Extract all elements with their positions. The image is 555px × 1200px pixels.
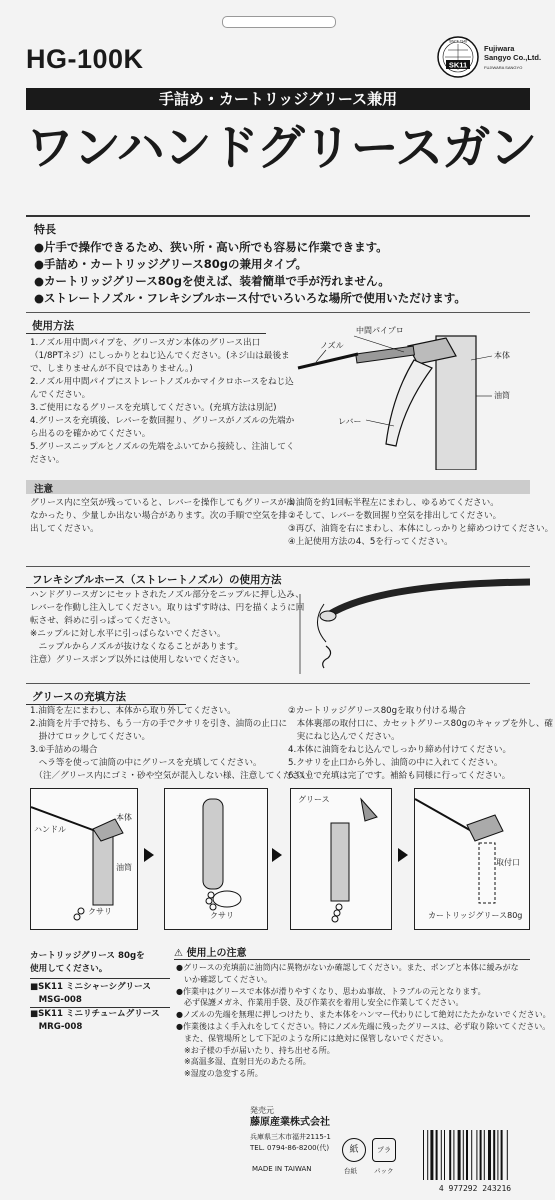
filling-steps-left: 1.油筒を左にまわし、本体から取り外してください。 2.油筒を片手で持ち、もう一方の手でクサリを引き、油筒の止口に 掛けてロックしてください。 3.①手詰めの場合 ヘラ等を使って油筒の中にグリースを充填してください。 （注／グリース内にゴミ・砂や空気が混入しない様、注意してください） <box>30 706 318 781</box>
warning-icon: ⚠ <box>174 948 183 959</box>
label-cartridge: カートリッジグリース80g <box>428 911 523 920</box>
features-list <box>34 239 530 307</box>
divider <box>26 566 530 567</box>
warnings-heading: ⚠ 使用上の注意 <box>174 944 530 960</box>
company-address: 兵庫県三木市福井2115-1 <box>250 1133 331 1141</box>
feature-item: ●ストレートノズル・フレキシブルホース付でいろいろな場所で使用いただけます。 <box>34 291 466 305</box>
flexible-text: ハンドグリースガンにセットされたノズル部分をニップルに押し込み、 レバーを作動し注入してください。取りはずす時は、円を描くように回 転させ、斜めに引っぱってください。 ※ニップルに対し水平に引っぱらないでください。 ニップルからノズルが抜けなくなることがあります。 注意）グリースポンプ以外には使用しないでください。 <box>30 590 305 665</box>
label-body: 本体 <box>494 351 510 360</box>
product-title: ワンハンドグリースガン <box>26 120 537 176</box>
arrow-icon <box>398 848 408 862</box>
label-grease: グリース <box>298 795 330 804</box>
divider <box>26 312 530 313</box>
label-body: 本体 <box>116 813 132 822</box>
label-chain: クサリ <box>88 907 112 916</box>
flexible-hose-illustration <box>290 574 530 674</box>
caution-heading: 注意 <box>26 480 530 494</box>
label-middle-pipe: 中間パイプロ <box>356 326 404 335</box>
usage-steps: 1.ノズル用中間パイプを、グリースガン本体のグリース出口 （1/8PTネジ）にしっかりとねじ込んでください。(ネジ山は最後ま で、しまりませんが不良ではありません。) 2.ノズル用中間パイプにストレートノズルかマイクロホースをねじ込 んでください。 3.ご使用になるグリースを充填してください。(充填方法は別記) 4.グリースを充填後、レバーを数回握り、グリースがノズルの先端か ら出るのを確かめてください。 5.グリースニップルとノズルの先端をふいてから接続し、注油してく ださい。 <box>30 338 295 465</box>
svg-text:SINCE 1948: SINCE 1948 <box>449 39 467 44</box>
label-cylinder: 油筒 <box>116 863 132 872</box>
label-cylinder: 油筒 <box>494 391 510 400</box>
plastic-label: パック <box>374 1167 394 1175</box>
label-mount: 取付口 <box>496 858 520 867</box>
paper-label: 台紙 <box>344 1167 357 1175</box>
model-number: HG-100K <box>26 44 144 74</box>
label-nozzle: ノズル <box>320 341 344 350</box>
plastic-recycle-icon: プラ <box>372 1138 396 1162</box>
filling-panel-2 <box>164 788 268 930</box>
arrow-icon <box>144 848 154 862</box>
caution-text: グリース内に空気が残っていると、レバーを操作してもグリースが出 なかったり、少量しか出ない場合があります。次の手順で空気を排 出してください。 <box>30 498 295 534</box>
filling-heading: グリースの充填方法 <box>26 689 186 705</box>
usage-heading: 使用方法 <box>26 318 266 334</box>
label-lever: レバー <box>338 417 362 426</box>
sk11-logo <box>437 36 479 78</box>
label-chain: クサリ <box>210 911 234 920</box>
cartridge-recommendation: カートリッジグリース 80gを 使用してください。 ■SK11 ミニシャーシグリース MSG-008 ■SK11 ミニリチュームグリース MRG-008 <box>30 950 170 1034</box>
feature-item: ●手詰め・カートリッジグリース80gの兼用タイプ。 <box>34 257 308 271</box>
warnings-list: ●グリースの充填前に油筒内に異物がないか確認してください。また、ポンプと本体に緩みがな いか確認してください。 ●作業中はグリースで本体が滑りやすくなり、思わぬ事故、トラブルの元となります。 必ず保護メガネ、作業用手袋、及び作業衣を着用し安全に作業してください。 ●ノズルの先端を無理に押しつけたり、また本体をハンマー代わりにして絶対にたたかないでください。 ●作業後はよく手入れをしてください。特にノズル先端に残ったグリースは、必ず取り除いてください。 また、保管場所として下記のような所には絶対に保管しないでください。 ※お子様の手が届いたり、持ち出せる所。 ※高温多湿、直射日光のあたる所。 ※湿度の急変する所。 <box>176 963 551 1079</box>
seller-label: 発売元 <box>250 1106 274 1115</box>
company-tel: TEL. 0794-86-8200(代) <box>250 1144 330 1152</box>
barcode <box>420 1130 530 1182</box>
arrow-icon <box>272 848 282 862</box>
paper-recycle-icon: 紙 <box>342 1138 366 1162</box>
feature-item: ●片手で操作できるため、狭い所・高い所でも容易に作業できます。 <box>34 240 388 254</box>
made-in: MADE IN TAIWAN <box>252 1165 312 1173</box>
feature-item: ●カートリッジグリース80gを使えば、装着簡単で手が汚れません。 <box>34 274 390 288</box>
label-handle: ハンドル <box>34 825 66 834</box>
product-banner: 手詰め・カートリッジグリース兼用 <box>26 88 530 110</box>
brand-name: Fujiwara Sangyo Co.,Ltd. FUJIWARA SANGYO <box>484 44 542 70</box>
barcode-number: 4 977292 243216 <box>438 1184 512 1193</box>
filling-panel-3 <box>290 788 392 930</box>
svg-text:SK11: SK11 <box>448 60 468 70</box>
filling-steps-right: ②カートリッジグリース80gを取り付ける場合 本体裏部の取付口に、カセットグリース80gのキャップを外し、確 実にねじ込んでください。 4.本体に油筒をねじ込んでしっかり締め付けてください。 5.クサリを止口から外し、油筒の中に入れてください。 6.以上で充填は完了です。補給も同様に行ってください。 <box>288 706 554 781</box>
caution-steps: ①油筒を約1回転半程左にまわし、ゆるめてください。 ②そして、レバーを数回握り空気を排出してください。 ③再び、油筒を右にまわし、本体にしっかりと締めつけてください。 ④上記使用方法の4、5を行ってください。 <box>288 498 554 547</box>
filling-panel-1 <box>30 788 138 930</box>
company-name: 藤原産業株式会社 <box>250 1117 330 1128</box>
flexible-heading: フレキシブルホース（ストレートノズル）の使用方法 <box>26 572 272 588</box>
divider <box>26 683 530 684</box>
features-heading: 特長 <box>26 215 530 237</box>
hanger-hole <box>222 16 336 28</box>
